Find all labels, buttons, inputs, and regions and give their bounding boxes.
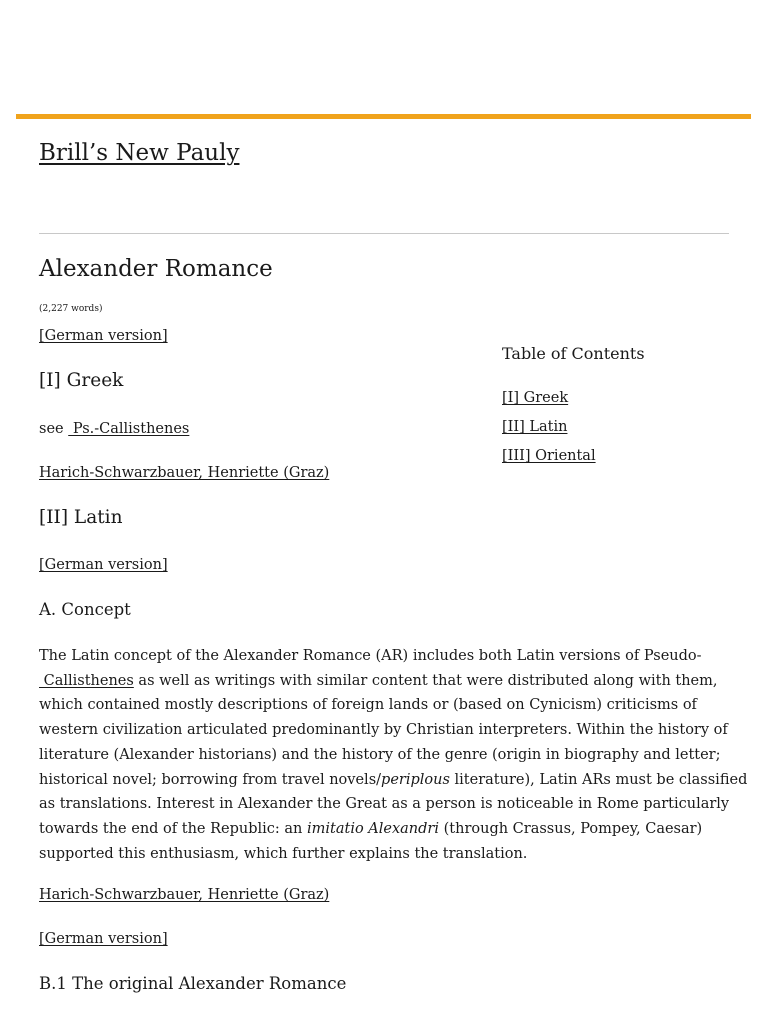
ps-callisthenes-link[interactable]: Ps.-Callisthenes bbox=[68, 421, 190, 437]
section-heading-latin: [II] Latin bbox=[39, 507, 123, 528]
italic-term: imitatio Alexandri bbox=[307, 820, 440, 837]
text-run: as translations. Interest in Alexander the Great as a person is noticeable in Rome particularly bbox=[39, 796, 730, 813]
subsection-heading-concept: A. Concept bbox=[39, 600, 131, 619]
text-run: towards the end of the Republic: an bbox=[39, 820, 307, 837]
concept-paragraph bbox=[39, 644, 748, 866]
see-reference bbox=[39, 421, 189, 437]
callisthenes-link[interactable]: Callisthenes bbox=[39, 672, 134, 689]
text-run: western civilization articulated predominantly by Christian interpreters. Within the history of bbox=[39, 722, 728, 739]
paragraph-line bbox=[39, 669, 729, 694]
toc-title: Table of Contents bbox=[502, 344, 645, 363]
text-run: literature), Latin ARs must be classified bbox=[449, 771, 748, 788]
german-version-link[interactable]: [German version] bbox=[39, 328, 168, 344]
author-link-greek[interactable]: Harich-Schwarzbauer, Henriette (Graz) bbox=[39, 465, 330, 481]
section-heading-greek: [I] Greek bbox=[39, 370, 124, 391]
paragraph-line bbox=[39, 718, 729, 743]
paragraph-line bbox=[39, 644, 729, 669]
german-version-link-latin[interactable]: [German version] bbox=[39, 557, 168, 573]
paragraph-line bbox=[39, 817, 729, 842]
text-run: which contained mostly descriptions of foreign lands or (based on Cynicism) criticisms of bbox=[39, 697, 697, 714]
text-run: historical novel; borrowing from travel novels/ bbox=[39, 771, 382, 788]
text-run: literature (Alexander historians) and the history of the genre (origin in biography and letter; bbox=[39, 746, 721, 763]
word-count: (2,227 words) bbox=[39, 304, 103, 314]
author-link-latin[interactable]: Harich-Schwarzbauer, Henriette (Graz) bbox=[39, 887, 330, 903]
text-run: The Latin concept of the Alexander Romance (AR) includes both Latin versions of Pseudo- bbox=[39, 648, 702, 664]
text-run: as well as writings with similar content that were distributed along with them, bbox=[133, 672, 718, 689]
toc-item[interactable]: [I] Greek bbox=[502, 390, 569, 406]
german-version-link-concept[interactable]: [German version] bbox=[39, 931, 168, 947]
paragraph-line bbox=[39, 792, 729, 817]
paragraph-line bbox=[39, 693, 729, 718]
text-run: supported this enthusiasm, which further explains the translation. bbox=[39, 845, 528, 862]
header-divider bbox=[39, 233, 729, 234]
paragraph-line bbox=[39, 842, 729, 867]
italic-term: periplous bbox=[381, 771, 450, 788]
accent-bar bbox=[16, 114, 751, 119]
paragraph-line bbox=[39, 768, 748, 793]
subsection-heading-original: B.1 The original Alexander Romance bbox=[39, 974, 347, 993]
see-prefix: see bbox=[39, 421, 64, 437]
text-run: (through Crassus, Pompey, Caesar) bbox=[439, 820, 703, 837]
paragraph-line bbox=[39, 743, 729, 768]
toc-item[interactable]: [II] Latin bbox=[502, 419, 568, 435]
toc-item[interactable]: [III] Oriental bbox=[502, 448, 596, 464]
site-title-link[interactable]: Brill’s New Pauly bbox=[39, 140, 240, 166]
article-title: Alexander Romance bbox=[39, 256, 273, 282]
